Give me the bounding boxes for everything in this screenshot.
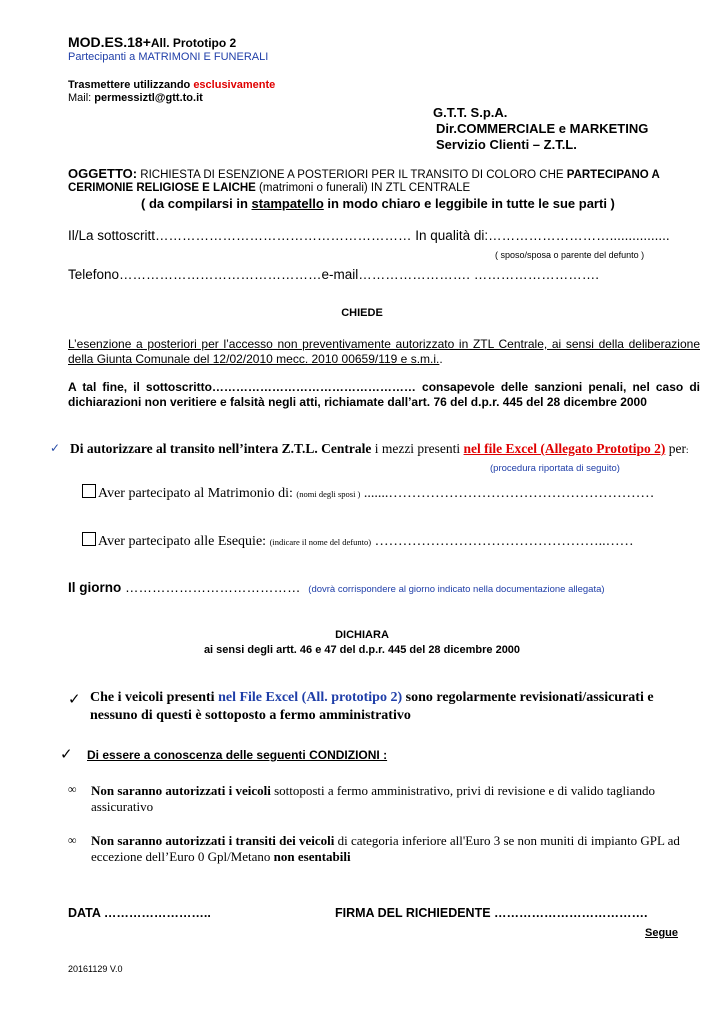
telefono-email-field[interactable]: Telefono………………………………………e-mail……………………. ……………………….	[68, 267, 600, 282]
matrimonio-field[interactable]: .......…………………………………………………	[360, 486, 655, 501]
condition-2-cont	[91, 849, 351, 865]
chiede-paragraph	[68, 337, 700, 367]
dichiara-subtitle: ai sensi degli artt. 46 e 47 del d.p.r. 445 del 28 dicembre 2000	[203, 644, 521, 656]
matrimonio-label: Aver partecipato al Matrimonio di:	[98, 486, 293, 501]
autorizzare-normal: i mezzi presenti	[371, 441, 464, 456]
instr-b: in modo chiaro e leggibile in tutte le sue parti )	[323, 196, 615, 211]
dichiara-item-1	[90, 690, 654, 706]
form-code	[68, 34, 236, 50]
mod-suffix: All. Prototipo 2	[150, 36, 237, 50]
mod-code: MOD.ES.18+	[68, 34, 151, 50]
autorizzare-bold: Di autorizzare al transito nell’intera Z.T.L. Centrale	[70, 441, 372, 456]
infinity-icon: ∞	[68, 782, 77, 796]
subject-text-b: PARTECIPANO A	[566, 169, 660, 181]
subject-label: OGGETTO:	[68, 166, 138, 181]
chiede-paragraph-text: L’esenzione a posteriori per l’accesso non preventivamente autorizzato in ZTL Centrale, ai sensi della deliberazione della Giunta Comunale del 12/02/2010 mecc. 2010 00659/119 e s.m.i.	[68, 337, 700, 366]
esequie-field[interactable]: …………………………………………..……	[371, 534, 634, 549]
subject-text-a: RICHIESTA DI ESENZIONE A POSTERIORI PER IL TRANSITO DI COLORO CHE	[137, 169, 567, 181]
autorizzare-colon: :	[686, 445, 689, 455]
recipient-line-2: Dir.COMMERCIALE e MARKETING	[436, 121, 649, 136]
consapevole-paragraph: A tal fine, il sottoscritto…………………………………………… consapevole delle sanzioni penali, nel caso di dichiarazioni non veritiere e falsità negli atti, richiamate dall’art. 76 del d.p.r. 445 del 28 dicembre 2000	[68, 380, 700, 409]
c1-bold: Non saranno autorizzati i veicoli	[91, 783, 271, 798]
subject-line-2	[68, 182, 470, 194]
esequie-label: Aver partecipato alle Esequie:	[98, 534, 267, 549]
mail-line	[68, 92, 203, 104]
giorno-line	[68, 580, 605, 595]
item1-blue: nel File Excel (All. prototipo 2)	[218, 690, 403, 705]
c2-text2a: eccezione dell’Euro 0 Gpl/Metano	[91, 849, 274, 864]
firma-field[interactable]: FIRMA DEL RICHIEDENTE ……………………………….	[335, 906, 648, 920]
condition-1-cont: assicurativo	[91, 799, 154, 814]
giorno-label: Il giorno	[68, 580, 122, 595]
check-icon: ✓	[68, 692, 81, 708]
form-subtitle: Partecipanti a MATRIMONI E FUNERALI	[68, 51, 269, 63]
procedura-note: (procedura riportata di seguito)	[490, 463, 620, 474]
transmit-prefix: Trasmettere utilizzando	[68, 79, 194, 91]
dichiara-item-1-cont: nessuno di questi è sottoposto a fermo amministrativo	[90, 708, 411, 723]
transmit-emphasis: esclusivamente	[193, 79, 276, 91]
checkbox[interactable]	[82, 532, 96, 546]
chiede-title: CHIEDE	[341, 307, 383, 319]
c2-bold: Non saranno autorizzati i transiti dei veicoli	[91, 833, 335, 848]
instr-a: ( da compilarsi in	[141, 196, 252, 211]
segue-label: Segue	[645, 927, 679, 939]
allegato-link: nel file Excel (Allegato Prototipo 2)	[463, 441, 666, 456]
subject-line-1	[68, 166, 660, 181]
chiede-paragraph-end: .	[439, 352, 443, 366]
infinity-icon: ∞	[68, 833, 77, 847]
subject-text-d: (matrimoni o funerali) IN ZTL CENTRALE	[255, 182, 471, 194]
recipient-line-1: G.T.T. S.p.A.	[433, 105, 508, 120]
esequie-note: (indicare il nome del defunto)	[269, 537, 372, 547]
option-matrimonio[interactable]	[82, 484, 654, 502]
giorno-note: (dovrà corrispondere al giorno indicato nella documentazione allegata)	[308, 584, 605, 595]
check-icon: ✓	[50, 441, 61, 455]
item1-b: sono regolarmente revisionati/assicurati e	[402, 690, 654, 705]
option-esequie[interactable]	[82, 532, 634, 550]
condition-1	[91, 783, 655, 799]
qualita-note: ( sposo/sposa o parente del defunto )	[495, 250, 645, 260]
version-label: 20161129 V.0	[68, 964, 123, 974]
recipient-line-3: Servizio Clienti – Z.T.L.	[436, 137, 577, 152]
c2-text: di categoria inferiore all'Euro 3 se non muniti di impianto GPL ad	[334, 833, 680, 848]
autorizzare-line	[70, 441, 689, 457]
sottoscritto-field[interactable]: Il/La sottoscritt………………………………………………… In qualità di:………………………................	[68, 228, 670, 243]
check-icon: ✓	[60, 747, 73, 763]
condition-2	[91, 833, 680, 849]
autorizzare-per: per	[665, 441, 686, 456]
matrimonio-note: (nomi degli sposi )	[296, 489, 361, 499]
data-field[interactable]: DATA ……………………..	[68, 906, 211, 920]
mail-address[interactable]: permessiztl@gtt.to.it	[94, 92, 203, 104]
transmit-line	[68, 79, 275, 91]
mail-label: Mail:	[68, 92, 95, 104]
subject-text-c: CERIMONIE RELIGIOSE E LAICHE	[68, 182, 256, 194]
checkbox[interactable]	[82, 484, 96, 498]
c1-text: sottoposti a fermo amministrativo, privi di revisione e di valido tagliando	[270, 783, 655, 798]
dichiara-item-2: Di essere a conoscenza delle seguenti CONDIZIONI :	[87, 748, 388, 762]
subject-instructions	[141, 196, 615, 211]
giorno-field[interactable]: …………………………………	[121, 580, 301, 595]
instr-underlined: stampatello	[251, 196, 324, 211]
dichiara-title: DICHIARA	[335, 629, 389, 641]
c2-text2b: non esentabili	[273, 849, 351, 864]
item1-a: Che i veicoli presenti	[90, 690, 219, 705]
